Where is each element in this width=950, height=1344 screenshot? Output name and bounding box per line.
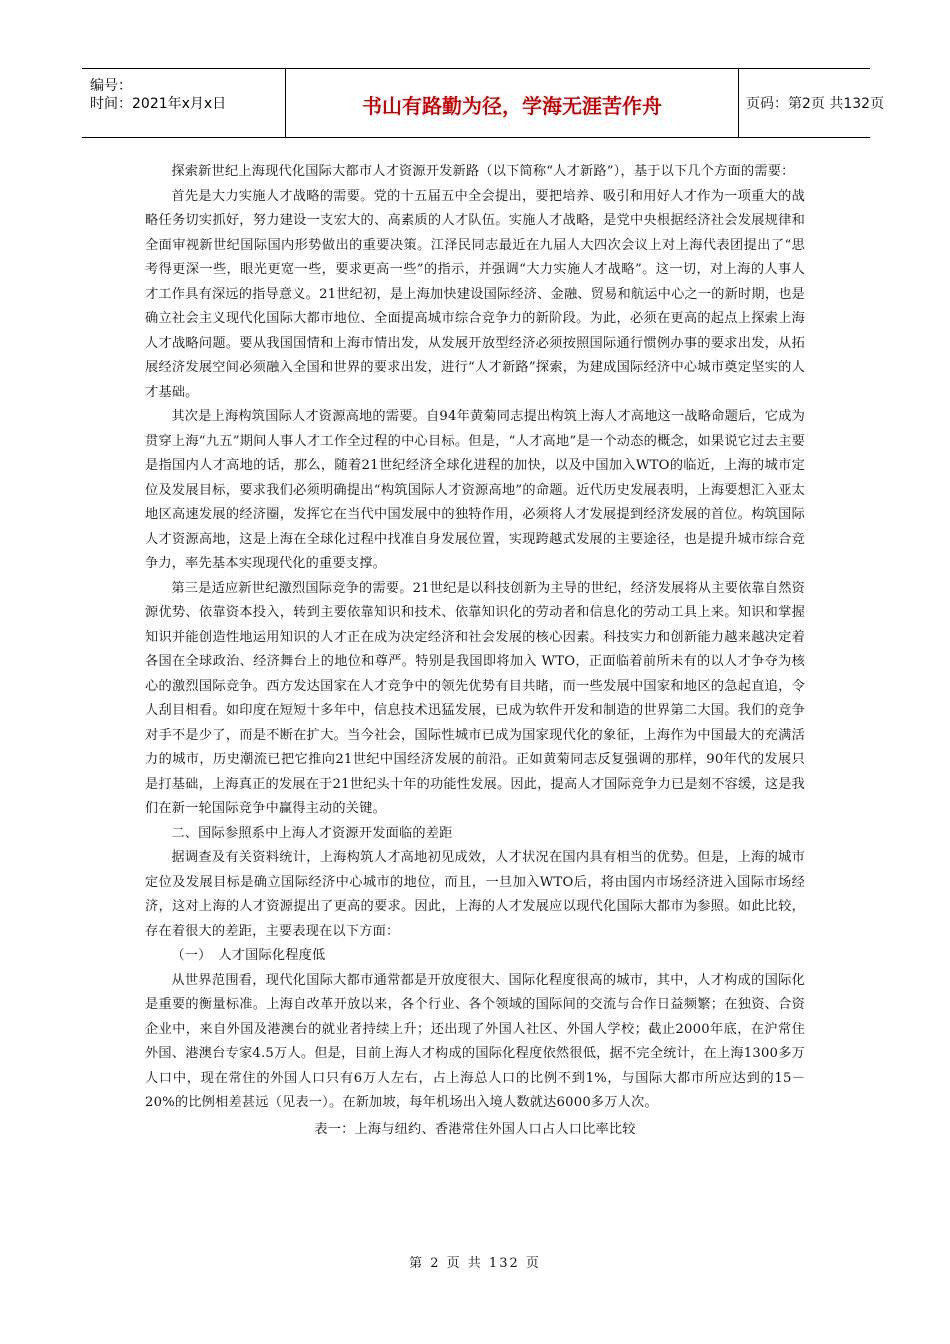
- section-heading: 二、国际参照系中上海人才资源开发面临的差距: [171, 825, 453, 841]
- table-caption: 表一：上海与纽约、香港常住外国人口占人口比率比较: [314, 1121, 636, 1137]
- document-number-label: 编号：: [90, 78, 132, 94]
- paragraph-second-need: 其次是上海构筑国际人才资源高地的需要。自94年黄菊同志提出构筑上海人才高地这一战略命题后，它成为贯穿上海“九五”期间人事人才工作全过程的中心目标。但是，“人才高地”是一个动态的概念，如果说它过去主要是指国内人才高地的话，那么，随着21世纪经济全球化进程的加快，以及中国加入WTO的临近，上海的城市定位及发展目标，要求我们必须明确提出“构筑国际人才资源高地”的命题。近代历史发展表明，上海要想汇入亚太地区高速发展的经济圈，发挥它在当代中国发展中的独特作用，必须将人才发展提到经济发展的首位。构筑国际人才资源高地，这是上海在全球化过程中找准自身发展位置，实现跨越式发展的主要途径，也是提升城市综合竞争力，率先基本实现现代化的重要支撑。: [145, 409, 805, 571]
- header-motto-cell: [285, 69, 739, 137]
- paragraph-intro: 探索新世纪上海现代化国际大都市人才资源开发新路（以下简称“人才新路”），基于以下几个方面的需要：: [171, 164, 795, 179]
- header-page-number: 页码：第2页 共132页: [746, 96, 885, 112]
- page-header: [82, 68, 885, 138]
- paragraph-first-need: 首先是大力实施人才战略的需要。党的十五届五中全会提出，要把培养、吸引和用好人才作为一项重大的战略任务切实抓好，努力建设一支宏大的、高素质的人才队伍。实施人才战略，是党中央根据经济社会发展规律和全面审视新世纪国际国内形势做出的重要决策。江泽民同志最近在九届人大四次会议上对上海代表团提出了“思考得更深一些，眼光更宽一些，要求更高一些”的指示，并强调“大力实施人才战略”。这一切，对上海的人事人才工作具有深远的指导意义。21世纪初，是上海加快建设国际经济、金融、贸易和航运中心之一的新时期，也是确立社会主义现代化国际大都市地位、全面提高城市综合竞争力的新阶段。为此，必须在更高的起点上探索上海人才战略问题。要从我国国情和上海市情出发，从发展开放型经济必须按照国际通行惯例办事的要求出发，从拓展经济发展空间必须融入全国和世界的要求出发，进行“人才新路”探索，为建成国际经济中心城市奠定坚实的人才基础。: [145, 188, 805, 400]
- subsection-heading: （一） 人才国际化程度低: [171, 948, 326, 963]
- header-motto: 书山有路勤为径，学海无涯苦作舟: [362, 94, 662, 118]
- header-page-cell: [738, 69, 885, 137]
- document-date-label: 时间：2021年x月x日: [90, 96, 227, 112]
- document-body: [145, 160, 805, 1142]
- paragraph-third-need: 第三是适应新世纪激烈国际竞争的需要。21世纪是以科技创新为主导的世纪，经济发展将从主要依靠自然资源优势、依靠资本投入，转到主要依靠知识和技术、依靠知识化的劳动者和信息化的劳动工具上来。知识和掌握知识并能创造性地运用知识的人才正在成为决定经济和社会发展的核心因素。科技实力和创新能力越来越决定着各国在全球政治、经济舞台上的地位和尊严。特别是我国即将加入 WTO，正面临着前所未有的以人才争夺为核心的激烈国际竞争。西方发达国家在人才竞争中的领先优势有目共睹，而一些发展中国家和地区的急起直追，令人刮目相看。如印度在短短十多年中，信息技术迅猛发展，已成为软件开发和制造的世界第二大国。我们的竞争对手不是少了，而是不断在扩大。当今社会，国际性城市已成为国家现代化的象征，上海作为中国最大的充满活力的城市，历史潮流已把它推向21世纪中国经济发展的前沿。正如黄菊同志反复强调的那样，90年代的发展只是打基础，上海真正的发展在于21世纪头十年的功能性发展。因此，提高人才国际竞争力已是刻不容缓，这是我们在新一轮国际竞争中赢得主动的关键。: [145, 580, 805, 816]
- paragraph-survey: 据调查及有关资料统计，上海构筑人才高地初见成效，人才状况在国内具有相当的优势。但是，上海的城市定位及发展目标是确立国际经济中心城市的地位，而且，一旦加入WTO后，将由国内市场经济进入国际市场经济，这对上海的人才资源提出了更高的要求。因此，上海的人才发展应以现代化国际大都市为参照。如此比较，存在着很大的差距，主要表现在以下方面：: [145, 850, 805, 939]
- page-footer: 第 2 页 共 132 页: [409, 1256, 541, 1271]
- paragraph-internationalization: 从世界范围看，现代化国际大都市通常都是开放度很大、国际化程度很高的城市，其中，人才构成的国际化是重要的衡量标准。上海自改革开放以来，各个行业、各个领域的国际间的交流与合作日益频繁；在独资、合资企业中，来自外国及港澳台的就业者持续上升；还出现了外国人社区、外国人学校；截止2000年底，在沪常住外国、港澳台专家4.5万人。但是，目前上海人才构成的国际化程度依然很低，据不完全统计，在上海1300多万人口中，现在常住的外国人口只有6万人左右，占上海总人口的比例不到1%，与国际大都市所应达到的15－20%的比例相差甚远（见表一）。在新加坡，每年机场出入境人数就达6000多万人次。: [145, 972, 805, 1110]
- header-left-cell: [82, 69, 282, 137]
